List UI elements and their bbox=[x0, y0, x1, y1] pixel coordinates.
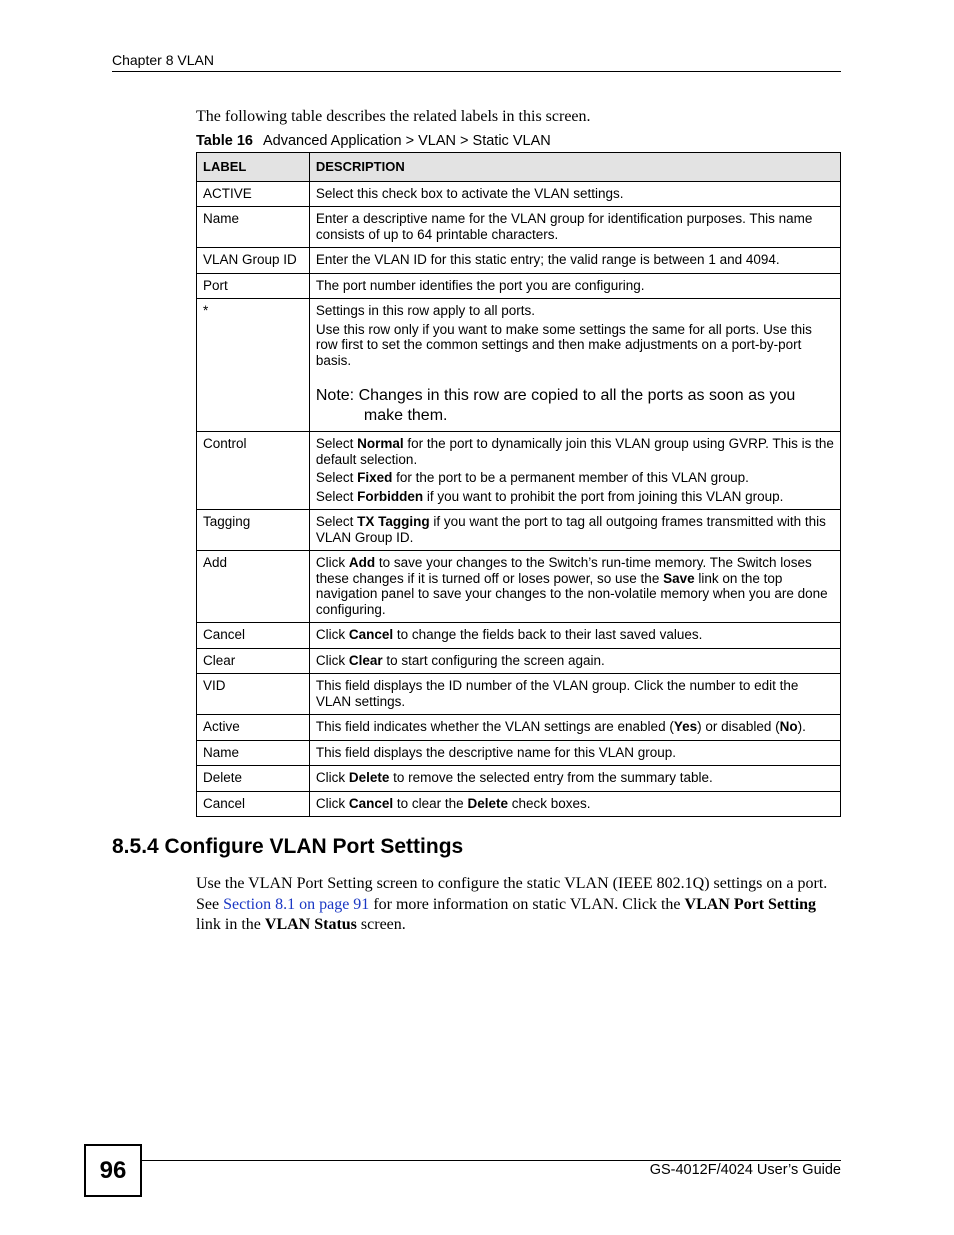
row-description bbox=[309, 273, 840, 299]
row-description bbox=[309, 248, 840, 274]
section-text-1: Use the VLAN Port Setting screen to configure the static VLAN (IEEE 802.1Q) settings on a port. See bbox=[196, 875, 828, 913]
table-caption bbox=[196, 133, 551, 149]
description-paragraph bbox=[316, 719, 834, 735]
column-header-description: DESCRIPTION bbox=[309, 153, 840, 182]
row-label: VLAN Group ID bbox=[197, 248, 310, 274]
table-row bbox=[197, 432, 841, 510]
row-description bbox=[309, 432, 840, 510]
description-paragraph bbox=[316, 470, 834, 486]
row-description bbox=[309, 791, 840, 817]
table-row bbox=[197, 674, 841, 715]
description-paragraph bbox=[316, 489, 834, 505]
row-description bbox=[309, 181, 840, 207]
table-row bbox=[197, 740, 841, 766]
row-label: Control bbox=[197, 432, 310, 510]
description-bold-term: Add bbox=[348, 555, 376, 570]
description-text: Click bbox=[315, 627, 349, 642]
section-bold-1: VLAN Port Setting bbox=[684, 895, 817, 913]
description-bold-term: Cancel bbox=[348, 795, 394, 811]
description-text: to change the fields back to their last saved values. bbox=[393, 627, 703, 642]
description-bold-term: Fixed bbox=[357, 470, 393, 485]
description-text: Select this check box to activate the VLAN settings. bbox=[315, 185, 624, 201]
table-row bbox=[197, 791, 841, 817]
description-paragraph bbox=[316, 555, 834, 617]
description-text: Settings in this row apply to all ports. bbox=[315, 303, 535, 318]
row-description bbox=[309, 510, 840, 551]
description-text: if you want the port to tag all outgoing frames transmitted with this VLAN Group ID. bbox=[315, 514, 826, 545]
description-text: Click bbox=[315, 770, 349, 785]
description-bold-term: No bbox=[779, 719, 798, 734]
description-bold-term: Clear bbox=[348, 652, 383, 668]
row-label: Delete bbox=[197, 766, 310, 792]
description-paragraph bbox=[316, 627, 834, 643]
description-bold-term: Cancel bbox=[348, 627, 394, 642]
row-label: Active bbox=[197, 715, 310, 741]
description-paragraph bbox=[316, 186, 834, 202]
label-description-table bbox=[196, 152, 841, 817]
row-label: Cancel bbox=[197, 623, 310, 649]
row-description bbox=[309, 648, 840, 674]
section-text-3: link in the bbox=[196, 916, 265, 933]
description-paragraph bbox=[316, 678, 834, 709]
table-caption-number: Table 16 bbox=[196, 133, 253, 149]
description-text: to remove the selected entry from the summary table. bbox=[389, 770, 713, 785]
page-number: 96 bbox=[84, 1144, 142, 1197]
header-rule bbox=[112, 71, 841, 72]
description-paragraph bbox=[316, 770, 834, 786]
row-label: * bbox=[197, 299, 310, 432]
description-text: Use this row only if you want to make some settings the same for all ports. Use this row first to set the common settings and then make adjustments on a port-by-port basis. bbox=[315, 321, 812, 368]
description-text: Select bbox=[315, 514, 358, 529]
description-text: Click bbox=[315, 795, 349, 811]
description-text: ). bbox=[797, 719, 806, 734]
description-text: to save your changes to the Switch’s run-time memory. The Switch loses these changes if it is turned off or loses power, so use the bbox=[315, 555, 812, 586]
table-row bbox=[197, 715, 841, 741]
row-label: Tagging bbox=[197, 510, 310, 551]
table-caption-title: Advanced Application > VLAN > Static VLAN bbox=[262, 133, 551, 149]
row-description bbox=[309, 299, 840, 432]
description-text: if you want to prohibit the port from joining this VLAN group. bbox=[423, 488, 784, 504]
description-text: Enter a descriptive name for the VLAN group for identification purposes. This name consists of up to 64 printable characters. bbox=[315, 211, 813, 242]
row-description bbox=[309, 740, 840, 766]
row-description bbox=[309, 623, 840, 649]
table-row bbox=[197, 623, 841, 649]
description-text: ) or disabled ( bbox=[697, 719, 780, 734]
description-bold-term: Save bbox=[663, 570, 695, 586]
table-row bbox=[197, 551, 841, 623]
description-paragraph bbox=[316, 322, 834, 369]
table-row bbox=[197, 648, 841, 674]
chapter-header: Chapter 8 VLAN bbox=[112, 52, 214, 68]
table-row bbox=[197, 510, 841, 551]
row-description bbox=[309, 207, 840, 248]
row-label: ACTIVE bbox=[197, 181, 310, 207]
description-text: Click bbox=[315, 555, 349, 570]
description-bold-term: Forbidden bbox=[357, 488, 424, 504]
description-text: This field displays the ID number of the VLAN group. Click the number to edit the VLAN settings. bbox=[315, 678, 799, 709]
section-bold-2: VLAN Status bbox=[264, 916, 357, 933]
row-note: Note: Changes in this row are copied to all the ports as soon as you make them. bbox=[315, 387, 796, 424]
description-text: The port number identifies the port you are configuring. bbox=[315, 277, 645, 293]
section-text-4: screen. bbox=[356, 916, 406, 933]
row-label: Add bbox=[197, 551, 310, 623]
section-text-2: for more information on static VLAN. Click the bbox=[369, 895, 685, 913]
description-text: Select bbox=[315, 436, 358, 451]
row-label: Clear bbox=[197, 648, 310, 674]
section-heading: 8.5.4 Configure VLAN Port Settings bbox=[112, 835, 464, 858]
table-row bbox=[197, 273, 841, 299]
table-header-row bbox=[197, 153, 841, 182]
column-header-label: LABEL bbox=[197, 153, 310, 182]
description-bold-term: Delete bbox=[467, 795, 508, 811]
table-row bbox=[197, 766, 841, 792]
guide-title: GS-4012F/4024 User’s Guide bbox=[649, 1162, 841, 1178]
description-paragraph bbox=[316, 252, 834, 268]
description-paragraph bbox=[316, 514, 834, 545]
description-paragraph bbox=[316, 653, 834, 669]
description-bold-term: Normal bbox=[357, 436, 404, 451]
description-text: Click bbox=[315, 652, 349, 668]
table-row bbox=[197, 248, 841, 274]
description-text: Enter the VLAN ID for this static entry; the valid range is between 1 and 4094. bbox=[315, 252, 780, 267]
table-row bbox=[197, 181, 841, 207]
row-description bbox=[309, 715, 840, 741]
section-paragraph bbox=[196, 874, 841, 936]
table-body bbox=[197, 181, 841, 817]
description-paragraph bbox=[316, 303, 834, 319]
footer-rule bbox=[140, 1160, 841, 1161]
row-label: Name bbox=[197, 207, 310, 248]
row-description bbox=[309, 766, 840, 792]
description-bold-term: Yes bbox=[673, 719, 698, 734]
description-paragraph bbox=[316, 436, 834, 467]
description-text: for the port to be a permanent member of this VLAN group. bbox=[392, 470, 749, 485]
description-text: for the port to dynamically join this VLAN group using GVRP. This is the default selection. bbox=[315, 436, 834, 467]
description-paragraph bbox=[316, 796, 834, 812]
description-text: This field displays the descriptive name for this VLAN group. bbox=[315, 744, 677, 760]
description-text: Select bbox=[315, 470, 358, 485]
description-text: to clear the bbox=[393, 795, 468, 811]
row-label: VID bbox=[197, 674, 310, 715]
intro-text: The following table describes the related labels in this screen. bbox=[196, 108, 591, 125]
description-text: Select bbox=[315, 488, 358, 504]
table-row bbox=[197, 207, 841, 248]
row-label: Cancel bbox=[197, 791, 310, 817]
description-bold-term: Delete bbox=[348, 770, 390, 785]
table-row bbox=[197, 299, 841, 432]
description-text: This field indicates whether the VLAN settings are enabled ( bbox=[315, 719, 674, 734]
row-label: Port bbox=[197, 273, 310, 299]
description-text: link on the top navigation panel to save your changes to the non-volatile memory when you are done configuring. bbox=[315, 570, 828, 617]
row-description bbox=[309, 551, 840, 623]
row-label: Name bbox=[197, 740, 310, 766]
description-paragraph bbox=[316, 278, 834, 294]
description-text: check boxes. bbox=[507, 795, 591, 811]
row-description bbox=[309, 674, 840, 715]
description-bold-term: TX Tagging bbox=[357, 514, 430, 529]
section-link[interactable]: Section 8.1 on page 91 bbox=[223, 895, 370, 913]
description-text: to start configuring the screen again. bbox=[382, 652, 605, 668]
description-paragraph bbox=[316, 211, 834, 242]
description-paragraph bbox=[316, 745, 834, 761]
